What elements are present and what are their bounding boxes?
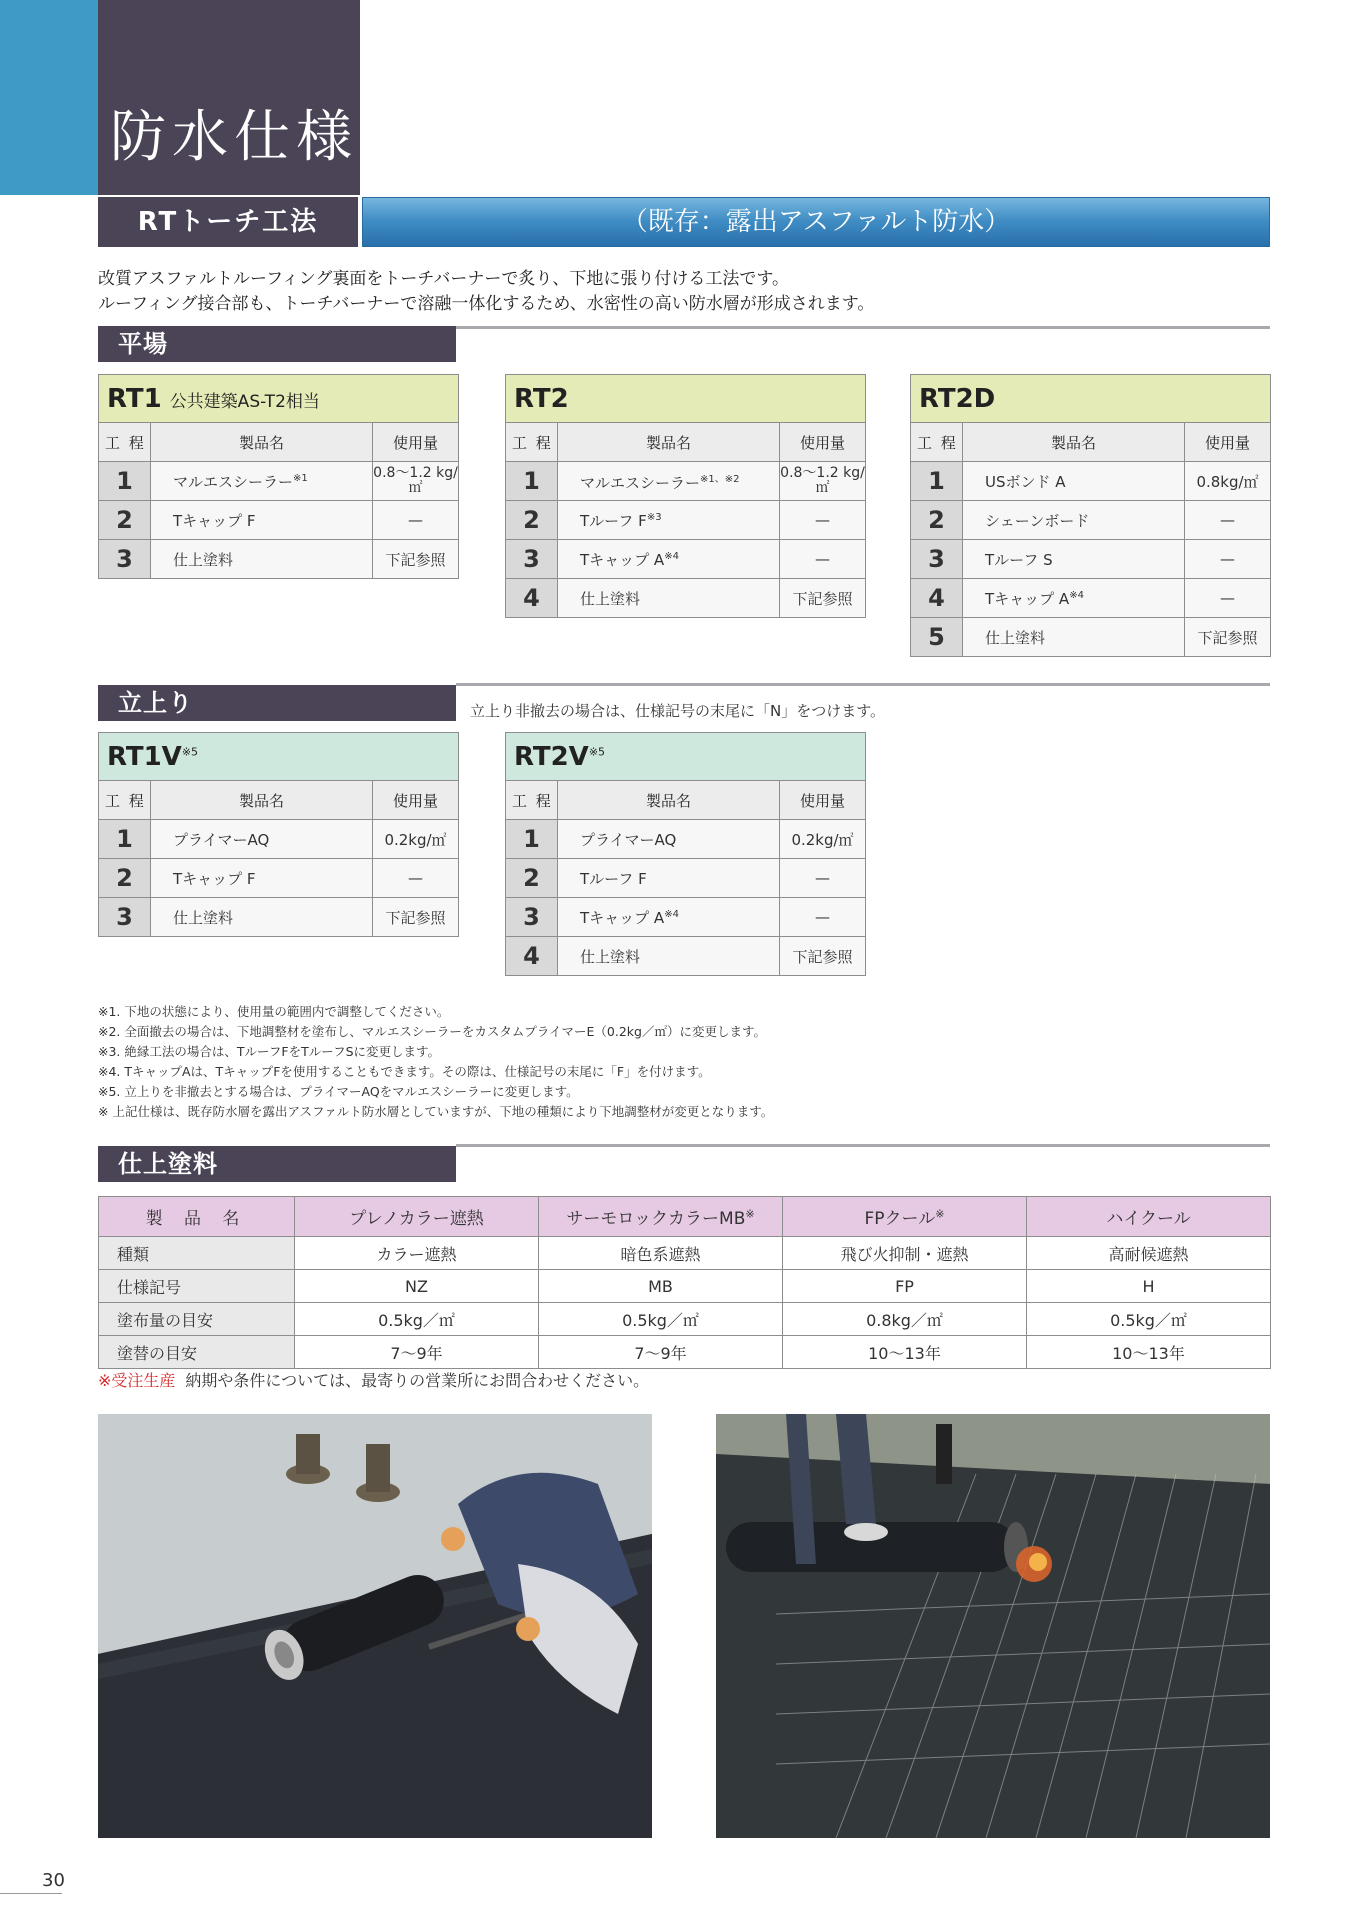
footnote-5: ※5. 立上りを非撤去とする場合は、プライマーAQをマルエスシーラーに変更します。	[98, 1084, 579, 1099]
step-number: 2	[506, 501, 558, 540]
usage-amount: —	[1185, 579, 1271, 618]
product-name: Tキャップ F	[151, 859, 373, 898]
table-row	[506, 820, 866, 859]
table-row	[911, 618, 1271, 657]
spec-note: 公共建築AS-T2相当	[169, 391, 320, 412]
step-number: 3	[506, 540, 558, 579]
table-row	[506, 579, 866, 618]
column-amount: 使用量	[373, 781, 459, 820]
spec-code: RT2D	[919, 383, 996, 414]
finish-product-name: ハイクール	[1027, 1197, 1271, 1237]
product-name: 仕上塗料	[558, 579, 780, 618]
product-name: プライマーAQ	[558, 820, 780, 859]
spec-title	[99, 375, 459, 423]
usage-amount: 0.2kg/㎡	[373, 820, 459, 859]
finish-product-name: サーモロックカラーMB※	[539, 1197, 783, 1237]
table-row	[911, 501, 1271, 540]
photo-illustration	[716, 1414, 1270, 1838]
product-name: マルエスシーラー$^{※1、※2}$	[558, 462, 780, 501]
spec-table-rt2d	[910, 374, 1271, 657]
table-row	[99, 1270, 1271, 1303]
table-cell: MB	[539, 1270, 783, 1303]
product-name: Tルーフ F	[558, 859, 780, 898]
spec-code: RT1V	[107, 741, 182, 772]
section-header-finish: 仕上塗料	[98, 1146, 456, 1182]
column-amount: 使用量	[780, 781, 866, 820]
table-row	[506, 898, 866, 937]
step-number: 3	[506, 898, 558, 937]
step-number: 3	[99, 898, 151, 937]
product-name: マルエスシーラー$^{※1}$	[151, 462, 373, 501]
usage-amount: 下記参照	[1185, 618, 1271, 657]
footnote-3: ※3. 絶縁工法の場合は、TルーフFをTルーフSに変更します。	[98, 1044, 441, 1059]
column-step: 工 程	[99, 781, 151, 820]
table-cell: 10〜13年	[1027, 1336, 1271, 1369]
table-cell: 7〜9年	[295, 1336, 539, 1369]
table-row	[99, 820, 459, 859]
column-amount: 使用量	[780, 423, 866, 462]
product-name: Tルーフ $F^{※3}$	[558, 501, 780, 540]
table-cell: H	[1027, 1270, 1271, 1303]
spec-table-rt1	[98, 374, 459, 579]
row-label: 種類	[99, 1237, 295, 1270]
order-note-text: 納期や条件については、最寄りの営業所にお問合わせください。	[185, 1371, 650, 1390]
step-number: 1	[99, 462, 151, 501]
page-number: 30	[42, 1870, 65, 1891]
usage-amount: —	[373, 501, 459, 540]
spec-mark: ※5	[588, 744, 606, 758]
usage-amount: 0.8〜1.2 kg/㎡	[373, 462, 459, 501]
column-product: 製品名	[151, 423, 373, 462]
product-name: 仕上塗料	[558, 937, 780, 976]
product-name: シェーンボード	[963, 501, 1185, 540]
footnote-1: ※1. 下地の状態により、使用量の範囲内で調整してください。	[98, 1004, 450, 1019]
section-rule-riser	[456, 683, 1270, 686]
footnote-2: ※2. 全面撤去の場合は、下地調整材を塗布し、マルエスシーラーをカスタムプライマーE（0.2kg／㎡）に変更します。	[98, 1024, 766, 1039]
table-row	[506, 501, 866, 540]
section-header-flat: 平場	[98, 326, 456, 362]
table-row	[99, 501, 459, 540]
usage-amount: 下記参照	[780, 579, 866, 618]
step-number: 3	[99, 540, 151, 579]
row-label: 塗替の目安	[99, 1336, 295, 1369]
column-product: 製品名	[558, 781, 780, 820]
step-number: 2	[506, 859, 558, 898]
photo-torch-application-1	[98, 1414, 652, 1838]
step-number: 1	[506, 820, 558, 859]
table-row	[911, 540, 1271, 579]
spec-code: RT2V	[514, 741, 589, 772]
product-name: 仕上塗料	[151, 898, 373, 937]
row-label: 塗布量の目安	[99, 1303, 295, 1336]
usage-amount: 0.8kg/㎡	[1185, 462, 1271, 501]
spec-title	[506, 375, 866, 423]
table-cell: 10〜13年	[783, 1336, 1027, 1369]
table-cell: 0.5kg／㎡	[539, 1303, 783, 1336]
step-number: 3	[911, 540, 963, 579]
step-number: 2	[99, 501, 151, 540]
finish-header-label: 製 品 名	[99, 1197, 295, 1237]
table-cell: 暗色系遮熱	[539, 1237, 783, 1270]
table-row	[99, 1336, 1271, 1369]
riser-note: 立上り非撤去の場合は、仕様記号の末尾に「N」をつけます。	[470, 702, 886, 720]
row-label: 仕様記号	[99, 1270, 295, 1303]
usage-amount: 0.8〜1.2 kg/㎡	[780, 462, 866, 501]
intro-line-1: 改質アスファルトルーフィング裏面をトーチバーナーで炙り、下地に張り付ける工法です。	[98, 269, 790, 289]
table-row	[99, 1237, 1271, 1270]
table-cell: カラー遮熱	[295, 1237, 539, 1270]
column-step: 工 程	[506, 423, 558, 462]
column-product: 製品名	[151, 781, 373, 820]
table-cell: FP	[783, 1270, 1027, 1303]
page-number-rule	[0, 1893, 62, 1894]
column-product: 製品名	[963, 423, 1185, 462]
product-name: Tキャップ $A^{※4}$	[558, 540, 780, 579]
table-row	[506, 859, 866, 898]
table-row	[99, 1303, 1271, 1336]
column-amount: 使用量	[1185, 423, 1271, 462]
table-cell: NZ	[295, 1270, 539, 1303]
usage-amount: —	[780, 501, 866, 540]
step-number: 1	[911, 462, 963, 501]
usage-amount: 0.2kg/㎡	[780, 820, 866, 859]
column-amount: 使用量	[373, 423, 459, 462]
step-number: 1	[99, 820, 151, 859]
product-name: Tキャップ $A^{※4}$	[963, 579, 1185, 618]
column-step: 工 程	[506, 781, 558, 820]
table-cell: 高耐候遮熱	[1027, 1237, 1271, 1270]
finish-header-row	[99, 1197, 1271, 1237]
table-row	[506, 937, 866, 976]
table-row	[99, 898, 459, 937]
page-title: 防水仕様	[110, 105, 358, 170]
usage-amount: —	[1185, 501, 1271, 540]
order-note-mark: ※受注生産	[98, 1371, 176, 1390]
product-name: プライマーAQ	[151, 820, 373, 859]
table-cell: 飛び火抑制・遮熱	[783, 1237, 1027, 1270]
table-row	[99, 859, 459, 898]
column-step: 工 程	[911, 423, 963, 462]
table-row	[911, 462, 1271, 501]
spec-table-rt1v	[98, 732, 459, 937]
usage-amount: —	[373, 859, 459, 898]
product-name: USボンド A	[963, 462, 1185, 501]
product-name: Tキャップ F	[151, 501, 373, 540]
column-product: 製品名	[558, 423, 780, 462]
table-row	[99, 462, 459, 501]
table-cell: 0.8kg／㎡	[783, 1303, 1027, 1336]
step-number: 4	[911, 579, 963, 618]
header-accent-block	[0, 0, 98, 195]
table-row	[911, 579, 1271, 618]
table-row	[506, 540, 866, 579]
spec-code: RT2	[514, 383, 569, 414]
usage-amount: 下記参照	[373, 540, 459, 579]
method-label: RTトーチ工法	[137, 207, 319, 237]
spec-title	[99, 733, 459, 781]
usage-amount: 下記参照	[780, 937, 866, 976]
step-number: 5	[911, 618, 963, 657]
table-cell: 7〜9年	[539, 1336, 783, 1369]
photo-torch-application-2	[716, 1414, 1270, 1838]
step-number: 2	[99, 859, 151, 898]
product-name: 仕上塗料	[151, 540, 373, 579]
usage-amount: —	[1185, 540, 1271, 579]
section-header-riser: 立上り	[98, 685, 456, 721]
spec-mark: ※5	[181, 744, 199, 758]
table-row	[99, 540, 459, 579]
section-rule-finish	[456, 1144, 1270, 1147]
spec-title	[911, 375, 1271, 423]
table-row	[506, 462, 866, 501]
step-number: 4	[506, 937, 558, 976]
subtitle-text: （既存：露出アスファルト防水）	[621, 207, 1011, 237]
usage-amount: —	[780, 898, 866, 937]
finish-product-name: FPクール※	[783, 1197, 1027, 1237]
finish-coating-table	[98, 1196, 1271, 1369]
usage-amount: —	[780, 540, 866, 579]
usage-amount: —	[780, 859, 866, 898]
photo-illustration	[98, 1414, 652, 1838]
step-number: 2	[911, 501, 963, 540]
step-number: 4	[506, 579, 558, 618]
spec-table-rt2v	[505, 732, 866, 976]
table-cell: 0.5kg／㎡	[295, 1303, 539, 1336]
footnote-6: ※ 上記仕様は、既存防水層を露出アスファルト防水層としていますが、下地の種類により下地調整材が変更となります。	[98, 1104, 774, 1119]
spec-code: RT1	[107, 383, 162, 414]
column-step: 工 程	[99, 423, 151, 462]
step-number: 1	[506, 462, 558, 501]
spec-table-rt2	[505, 374, 866, 618]
usage-amount: 下記参照	[373, 898, 459, 937]
finish-product-name: プレノカラー遮熱	[295, 1197, 539, 1237]
section-rule-flat	[456, 326, 1270, 329]
product-name: Tルーフ S	[963, 540, 1185, 579]
intro-line-2: ルーフィング接合部も、トーチバーナーで溶融一体化するため、水密性の高い防水層が形成されます。	[98, 294, 875, 314]
order-note	[98, 1368, 649, 1391]
product-name: Tキャップ $A^{※4}$	[558, 898, 780, 937]
footnote-4: ※4. TキャップAは、TキャップFを使用することもできます。その際は、仕様記号の末尾に「F」を付けます。	[98, 1064, 711, 1079]
spec-title	[506, 733, 866, 781]
table-cell: 0.5kg／㎡	[1027, 1303, 1271, 1336]
product-name: 仕上塗料	[963, 618, 1185, 657]
